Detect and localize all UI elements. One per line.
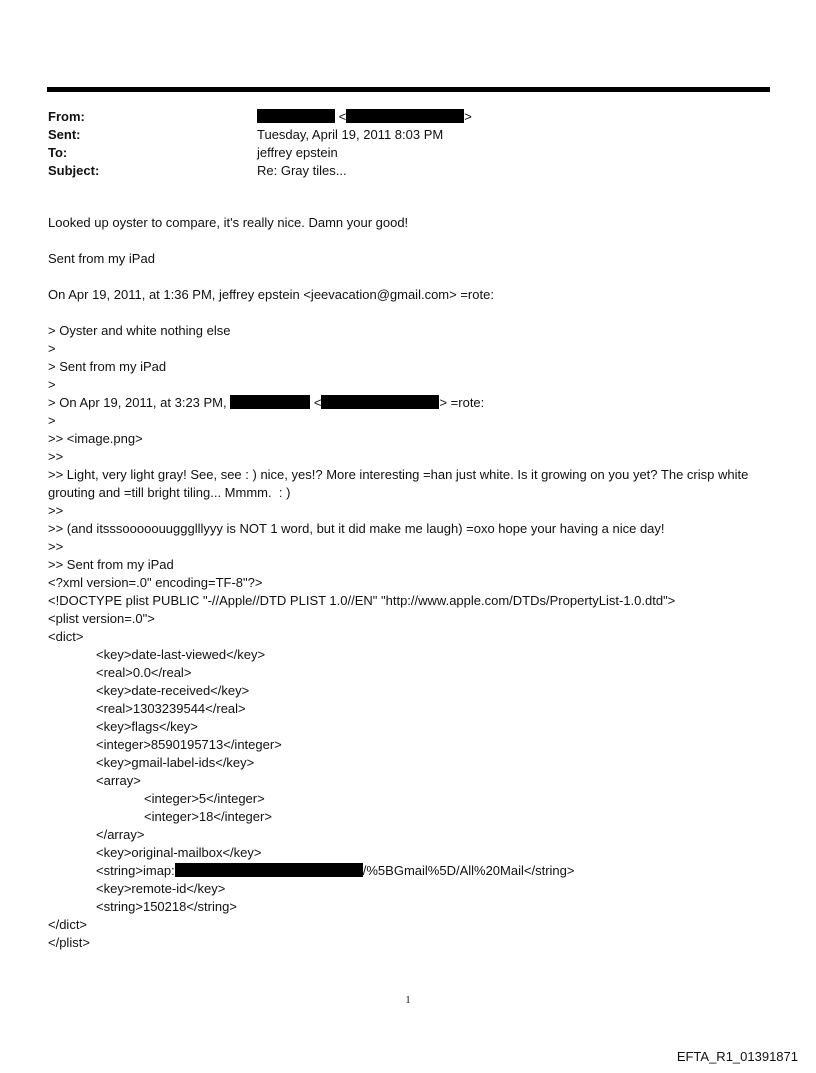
sent-value: Tuesday, April 19, 2011 8:03 PM (257, 127, 444, 142)
plist-text: <string>imap: (96, 863, 175, 878)
email-header (48, 108, 768, 180)
email-body (48, 214, 768, 952)
from-label: From: (48, 109, 85, 124)
subject-value: Re: Gray tiles... (257, 163, 347, 178)
plist-line: <real>0.0</real> (96, 665, 192, 680)
plist-line: </array> (96, 827, 145, 842)
quote-text: > On Apr 19, 2011, at 3:23 PM, (48, 395, 227, 410)
plist-line: <key>original-mailbox</key> (96, 845, 262, 860)
plist-line: <array> (96, 773, 141, 788)
sent-label: Sent: (48, 127, 81, 142)
quote-text: > =rote: (439, 395, 485, 410)
quote-line: >> <image.png> (48, 431, 143, 446)
from-lt: < (338, 109, 347, 124)
quote-line: >> (48, 449, 64, 464)
plist-line: <?xml version=.0" encoding=TF-8"?> (48, 575, 263, 590)
quote-line (48, 394, 768, 412)
quote-line: > Oyster and white nothing else (48, 323, 231, 338)
plist-line: <key>gmail-label-ids</key> (96, 755, 255, 770)
plist-line: <integer>5</integer> (144, 791, 265, 806)
quote-line: > Sent from my iPad (48, 359, 167, 374)
redaction-box (346, 109, 464, 123)
quote-line: > (48, 341, 56, 356)
plist-line: <key>date-last-viewed</key> (96, 647, 266, 662)
body-line: Looked up oyster to compare, it's really nice. Damn your good! (48, 215, 409, 230)
quote-line: >> (and itsssooooouuggglllyyy is NOT 1 word, but it did make me laugh) =oxo hope your having a nice day! (48, 521, 665, 536)
quote-line: > (48, 413, 56, 428)
plist-line: <integer>18</integer> (144, 809, 272, 824)
plist-line: </plist> (48, 935, 90, 950)
redaction-box (175, 863, 363, 877)
plist-line: <key>flags</key> (96, 719, 198, 734)
quote-lt: < (313, 395, 322, 410)
plist-line: </dict> (48, 917, 88, 932)
quote-line: >> (48, 503, 64, 518)
plist-line: <key>date-received</key> (96, 683, 250, 698)
quote-line: >> Sent from my iPad (48, 557, 174, 572)
to-label: To: (48, 145, 68, 160)
redaction-box (230, 395, 310, 409)
quote-line: >> (48, 539, 64, 554)
plist-line: <string>150218</string> (96, 899, 237, 914)
body-line: On Apr 19, 2011, at 1:36 PM, jeffrey epstein <jeevacation@gmail.com> =rote: (48, 287, 494, 302)
plist-line: <integer>8590195713</integer> (96, 737, 282, 752)
from-value (257, 108, 472, 126)
page-number: 1 (405, 994, 411, 1006)
body-line: Sent from my iPad (48, 251, 155, 266)
subject-label: Subject: (48, 163, 100, 178)
quote-line: >> Light, very light gray! See, see : ) nice, yes!? More interesting =han just white. Is it growing on you yet? The crisp white grouting and =till bright tiling... Mmmm. : ) (48, 467, 752, 500)
plist-line: <!DOCTYPE plist PUBLIC "-//Apple//DTD PLIST 1.0//EN" "http://www.apple.com/DTDs/PropertyList-1.0.dtd"> (48, 593, 676, 608)
redaction-box (321, 395, 439, 409)
to-value: jeffrey epstein (257, 145, 338, 160)
plist-text: /%5BGmail%5D/All%20Mail</string> (362, 863, 575, 878)
header-rule (47, 87, 770, 92)
plist-line: <dict> (48, 629, 84, 644)
plist-line (48, 862, 768, 880)
plist-line: <key>remote-id</key> (96, 881, 226, 896)
quote-line: > (48, 377, 56, 392)
from-gt: > (464, 109, 472, 124)
plist-line: <real>1303239544</real> (96, 701, 246, 716)
redaction-box (257, 109, 335, 123)
plist-line: <plist version=.0"> (48, 611, 155, 626)
document-id: EFTA_R1_01391871 (676, 1049, 798, 1064)
